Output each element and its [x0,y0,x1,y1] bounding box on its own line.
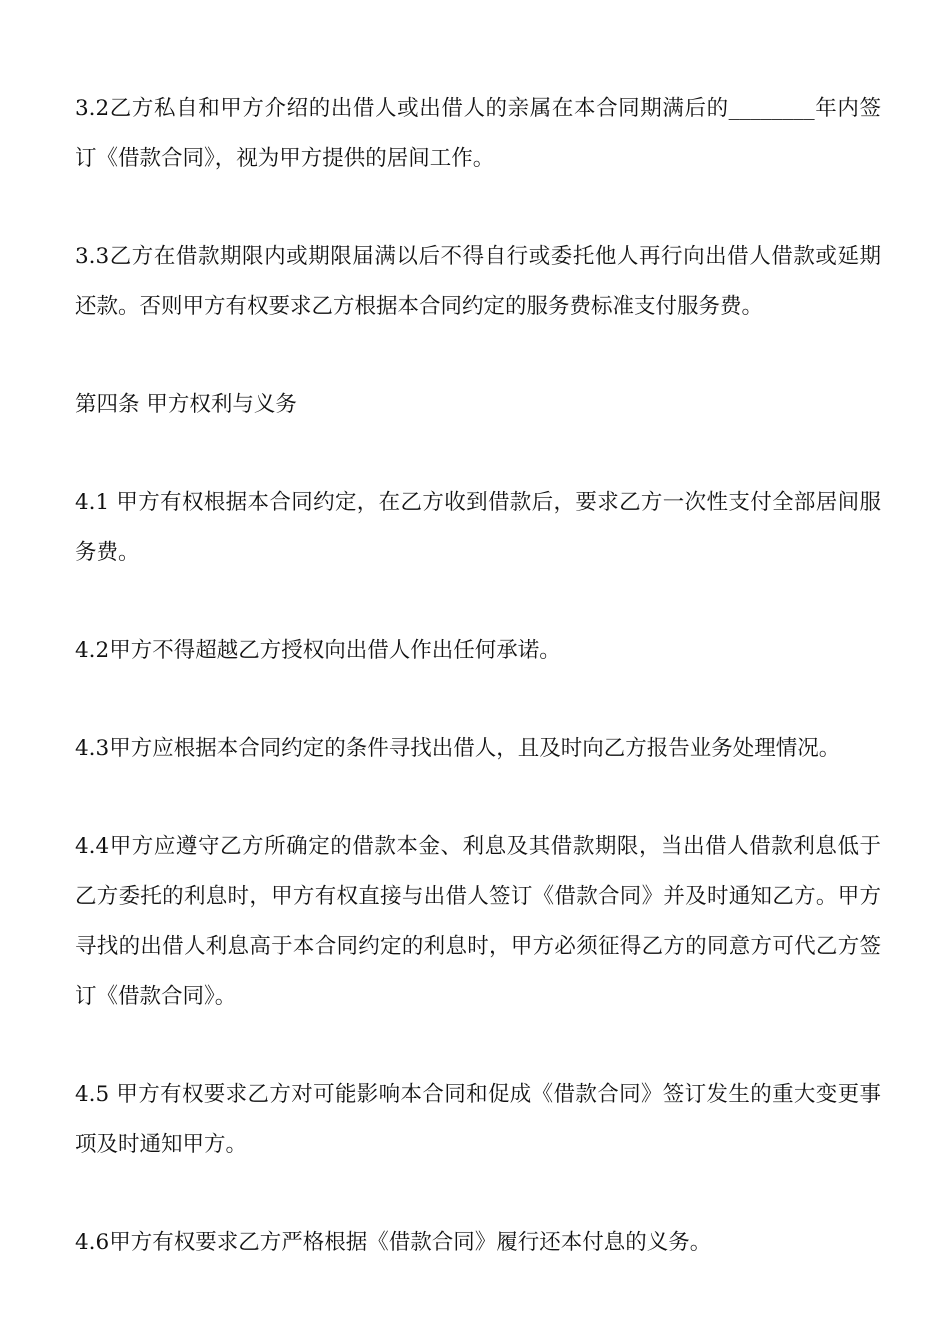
clause-4-2: 4.2甲方不得超越乙方授权向出借人作出任何承诺。 [75,638,561,663]
clause-4-1: 4.1 甲方有权根据本合同约定，在乙方收到借款后，要求乙方一次性支付全部居间服务费。 [75,490,881,565]
document-page [75,84,881,1268]
clause-4-4: 4.4甲方应遵守乙方所确定的借款本金、利息及其借款期限，当出借人借款利息低于乙方委托的利息时，甲方有权直接与出借人签订《借款合同》并及时通知乙方。甲方寻找的出借人利息高于本合同约定的利息时，甲方必须征得乙方的同意方可代乙方签订《借款合同》。 [75,834,881,1009]
clause-3-3: 3.3乙方在借款期限内或期限届满以后不得自行或委托他人再行向出借人借款或延期还款。否则甲方有权要求乙方根据本合同约定的服务费标准支付服务费。 [75,244,881,319]
clause-4-5: 4.5 甲方有权要求乙方对可能影响本合同和促成《借款合同》签订发生的重大变更事项及时通知甲方。 [75,1082,881,1157]
clause-4-6: 4.6甲方有权要求乙方严格根据《借款合同》履行还本付息的义务。 [75,1230,712,1255]
article-4-heading: 第四条 甲方权利与义务 [75,392,297,417]
clause-3-2: 3.2乙方私自和甲方介绍的出借人或出借人的亲属在本合同期满后的________年内签订《借款合同》，视为甲方提供的居间工作。 [75,96,881,171]
clause-4-3: 4.3甲方应根据本合同约定的条件寻找出借人，且及时向乙方报告业务处理情况。 [75,736,841,761]
